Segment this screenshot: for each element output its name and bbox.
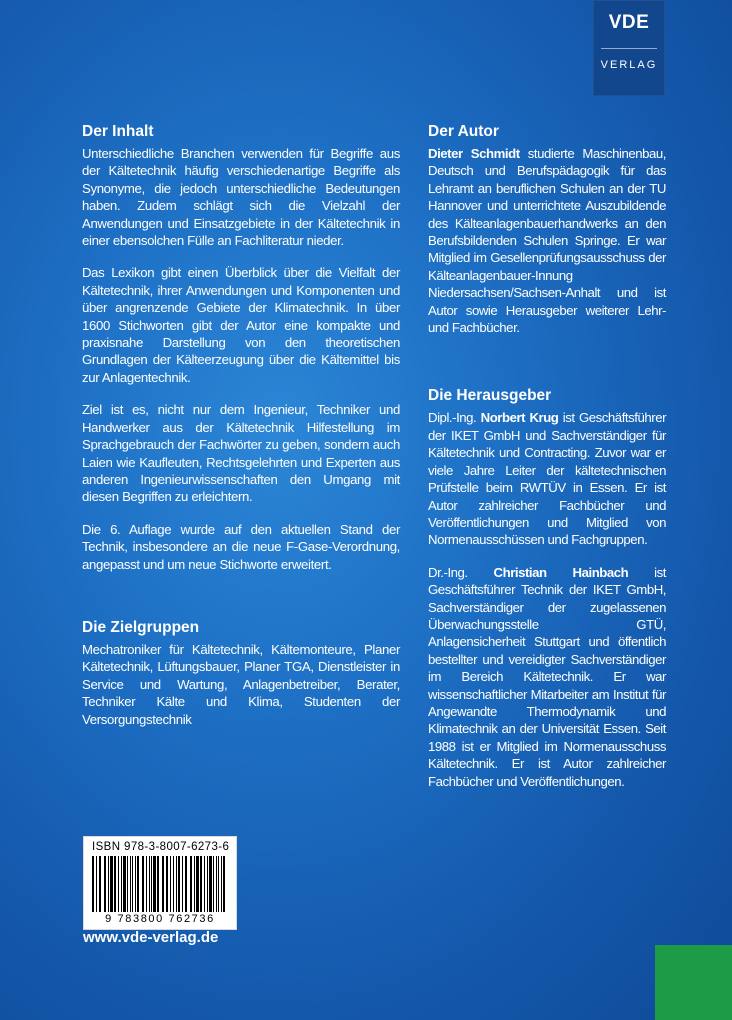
zielgruppen-title: Die Zielgruppen: [82, 618, 200, 636]
barcode-bar: [108, 856, 109, 912]
section-spacer: [428, 351, 666, 386]
barcode-bar: [213, 856, 214, 912]
barcode-bar: [149, 856, 150, 912]
barcode-bar: [114, 856, 116, 912]
isbn-barcode: [83, 836, 237, 930]
herausgeber-entry: [428, 409, 666, 548]
barcode-bar: [142, 856, 144, 912]
barcode-bar: [153, 856, 156, 912]
barcode-bar: [185, 856, 187, 912]
barcode-bar: [173, 856, 174, 912]
corner-color-block: [655, 945, 732, 1020]
barcode-bar: [178, 856, 180, 912]
inhalt-paragraph: Ziel ist es, nicht nur dem Ingenieur, Techniker und Handwerker aus der Kältetechnik Hilfestellung im Sprachgebrauch der Fachwörter zu geben, sondern auch Laien wie Kaufleuten, Rechtsgelehrten und Experten aus anderen Ingenieurwissenschaften den Umgang mit diesen Begriffen zu erleichtern.: [82, 402, 400, 505]
barcode-bar: [182, 856, 183, 912]
herausgeber-bio: ist Geschäftsführer der IKET GmbH und Sachverständiger für Kältetechnik und Contracting. Zuvor war er viele Jahre Leiter der kältetechnischen Prüfstelle beim RWTÜV in Essen. Er ist Autor zahlreicher Fachbücher und Veröffentlichungen und Mitglied von Normenausschüssen und Fachgruppen.: [428, 410, 667, 548]
autor-bio: studierte Maschinenbau, Deutsch und Berufspädagogik für das Lehramt an beruflichen Schulen an der TU Hannover und unterrichtete Auszubildende des Kälteanlagenbauerhandwerks an den Berufsbildenden Schulen Springe. Er war Mitglied im Gesellenprüfungsausschuss der Kälteanlagenbauer-Innung Niedersachsen/Sachsen-Anhalt und ist Autor sowie Herausgeber weiterer Lehr- und Fachbücher.: [428, 146, 666, 336]
barcode-bar: [92, 856, 94, 912]
barcode-bar: [216, 856, 217, 912]
herausgeber-prefix: Dipl.-Ing.: [428, 410, 481, 426]
barcode-bar: [218, 856, 219, 912]
autor-name: Dieter Schmidt: [428, 146, 520, 161]
barcode-bar: [170, 856, 171, 912]
logo-vde-text: VDE: [608, 12, 650, 33]
barcode-bar: [110, 856, 113, 912]
barcode-bar: [196, 856, 199, 912]
barcode-bar: [151, 856, 152, 912]
autor-title: Der Autor: [428, 123, 499, 140]
section-spacer: [82, 588, 400, 618]
barcode-bar: [190, 856, 192, 912]
herausgeber-prefix: Dr.-Ing.: [428, 564, 494, 580]
barcode-bar: [146, 856, 147, 912]
vde-verlag-logo: [593, 0, 665, 96]
inhalt-paragraph: Das Lexikon gibt einen Überblick über die Vielfalt der Kältetechnik, ihrer Anwendungen und Komponenten und über angrenzende Gebiete der Klimatechnik. In über 1600 Stichworten gibt der Autor eine kompakte und praxisnahe Darstellung von den theoretischen Grundlagen der Kälteerzeugung über die Kältemittel bis zur Anlagentechnik.: [82, 265, 400, 385]
barcode-bar: [99, 856, 101, 912]
logo-divider: [601, 48, 657, 49]
barcode-bar: [162, 856, 164, 912]
isbn-label: ISBN 978-3-8007-6273-6: [92, 841, 230, 853]
left-column: [82, 122, 400, 743]
barcode-bars: [90, 856, 230, 914]
barcode-bar: [96, 856, 97, 912]
barcode-bar: [123, 856, 126, 912]
barcode-bar: [104, 856, 106, 912]
barcode-bar: [221, 856, 222, 912]
barcode-bar: [127, 856, 128, 912]
herausgeber-entry: [428, 564, 666, 790]
barcode-bar: [194, 856, 195, 912]
barcode-bar: [135, 856, 136, 912]
herausgeber-title: Die Herausgeber: [428, 387, 552, 405]
barcode-bar: [200, 856, 202, 912]
barcode-bar: [137, 856, 139, 912]
barcode-bar: [130, 856, 131, 912]
barcode-bar: [166, 856, 168, 912]
logo-verlag-text: VERLAG: [600, 59, 658, 71]
inhalt-title: Der Inhalt: [82, 123, 154, 140]
autor-text: [428, 145, 666, 336]
barcode-digits: 9 783800 762736: [105, 913, 215, 925]
herausgeber-name: Norbert Krug: [480, 410, 559, 426]
inhalt-paragraph: Die 6. Auflage wurde auf den aktuellen Stand der Technik, insbesondere an die neue F-Gase-Verordnung, angepasst und um neue Stichworte erweitert.: [82, 521, 400, 572]
barcode-bar: [223, 856, 225, 912]
barcode-bar: [176, 856, 177, 912]
herausgeber-bio: ist Geschäftsführer Technik der IKET GmbH, Sachverständiger der zugelassenen Überwachungsstelle GTÜ, Anlagensicherheit Stuttgart und öffentlich bestellter und vereidigter Sachverständiger im Bereich Kältetechnik. Er war wissenschaftlicher Mitarbeiter am Institut für Angewandte Thermodynamik und Klimatechnik an der Universität Essen. Seit 1988 ist er Mitglied im Normenausschuss Kältetechnik. Er ist Autor zahlreicher Fachbücher und Veröffentlichungen.: [428, 564, 666, 789]
inhalt-paragraph: Unterschiedliche Branchen verwenden für Begriffe aus der Kältetechnik häufig verschiedenartige Begriffe als Synonyme, die jedoch unterschiedliche Bedeutungen haben. Zudem schlägt sich die Vielzahl der Anwendungen und Einsatzgebiete in der Kältetechnik in einer ebensolchen Fülle an Fachliteratur nieder.: [82, 146, 400, 249]
zielgruppen-text: Mechatroniker für Kältetechnik, Kältemonteure, Planer Kältetechnik, Lüftungsbauer, Planer TGA, Dienstleister in Service und Wartung, Anlagenbetreiber, Berater, Techniker Kälte und Klima, Studenten der Versorgungstechnik: [82, 641, 400, 727]
right-column: [428, 122, 666, 805]
barcode-bar: [209, 856, 212, 912]
herausgeber-name: Christian Hainbach: [493, 564, 629, 580]
barcode-bar: [121, 856, 122, 912]
barcode-bar: [118, 856, 119, 912]
barcode-bar: [157, 856, 159, 912]
barcode-bar: [207, 856, 208, 912]
website-url: www.vde-verlag.de: [83, 929, 219, 946]
barcode-bar: [204, 856, 205, 912]
barcode-bar: [132, 856, 133, 912]
